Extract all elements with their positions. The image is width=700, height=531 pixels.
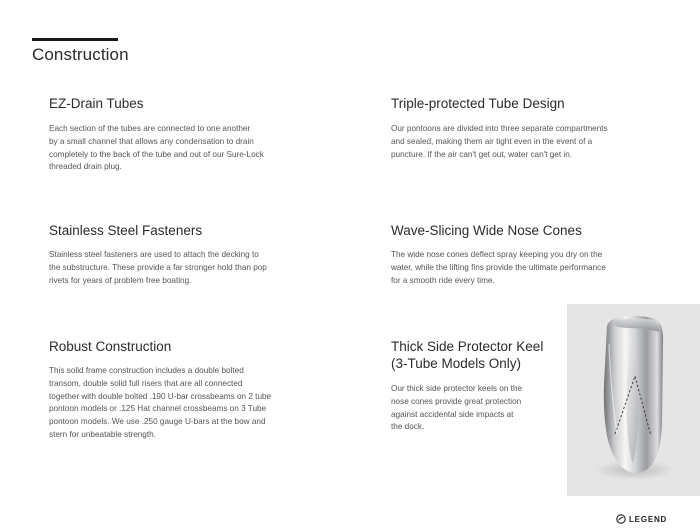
legend-logo xyxy=(616,514,667,524)
body-line: The wide nose cones deflect spray keeping you dry on the xyxy=(391,250,603,259)
body-line: pontoon models or .125 Hat channel crossbeams on 3 Tube xyxy=(49,404,267,414)
section-heading: Stainless Steel Fasteners xyxy=(49,223,203,238)
body-line: for a smooth ride every time. xyxy=(391,275,495,285)
legend-logo-text: LEGEND xyxy=(629,514,668,524)
body-line: completely to the back of the tube and out of our Sure-Lock xyxy=(49,149,264,159)
section-robust-construction xyxy=(49,338,319,442)
section-body xyxy=(391,383,561,434)
body-line: together with double bolted .190 U-bar crossbeams on 2 tube xyxy=(49,391,272,401)
heading-line: Thick Side Protector Keel xyxy=(391,339,544,354)
section-heading: Triple-protected Tube Design xyxy=(391,96,565,111)
body-line: by a small channel that allows any condensation to drain xyxy=(49,136,254,146)
body-line: transom, double solid full risers that are all connected xyxy=(49,378,243,388)
section-stainless-steel-fasteners xyxy=(49,222,319,287)
section-heading: Robust Construction xyxy=(49,339,172,354)
body-line: rivets for years of problem free boating. xyxy=(49,275,192,285)
section-heading: EZ-Drain Tubes xyxy=(49,96,144,111)
page-title: Construction xyxy=(32,45,129,64)
body-line: Each section of the tubes are connected to one another xyxy=(49,124,251,133)
section-body xyxy=(49,365,319,442)
section-ez-drain-tubes xyxy=(49,95,319,174)
section-heading xyxy=(391,338,561,372)
body-line: threaded drain plug. xyxy=(49,162,122,172)
body-line: Stainless steel fasteners are used to attach the decking to xyxy=(49,250,259,259)
body-line: pontoon models. We use .250 gauge U-bars at the bow and xyxy=(49,417,266,427)
section-body xyxy=(391,249,661,287)
body-line: puncture. If the air can't get out, water can't get in. xyxy=(391,149,573,159)
body-line: against accidental side impacts at xyxy=(391,409,514,419)
section-heading: Wave-Slicing Wide Nose Cones xyxy=(391,223,582,238)
section-thick-side-protector-keel xyxy=(391,338,561,434)
body-line: nose cones provide great protection xyxy=(391,396,522,406)
body-line: Our pontoons are divided into three separate compartments xyxy=(391,124,608,133)
body-line: water, while the lifting fins provide the ultimate performance xyxy=(391,262,606,272)
legend-logo-icon xyxy=(616,514,626,524)
section-body xyxy=(391,123,661,161)
heading-line: (3-Tube Models Only) xyxy=(391,356,522,371)
body-line: This solid frame construction includes a double bolted xyxy=(49,366,244,375)
section-wave-slicing-wide-nose-cones xyxy=(391,222,661,287)
body-line: the substructure. These provide a far stronger hold than pop xyxy=(49,262,267,272)
body-line: stern for unbeatable strength. xyxy=(49,429,156,439)
body-line: Our thick side protector keels on the xyxy=(391,384,523,393)
section-triple-protected-tube-design xyxy=(391,95,661,161)
pontoon-nose-cone-image xyxy=(567,304,700,496)
section-body xyxy=(49,123,319,174)
section-body xyxy=(49,249,319,287)
body-line: the dock. xyxy=(391,422,425,432)
title-rule xyxy=(32,38,118,41)
body-line: and sealed, making them air tight even in the event of a xyxy=(391,136,593,146)
